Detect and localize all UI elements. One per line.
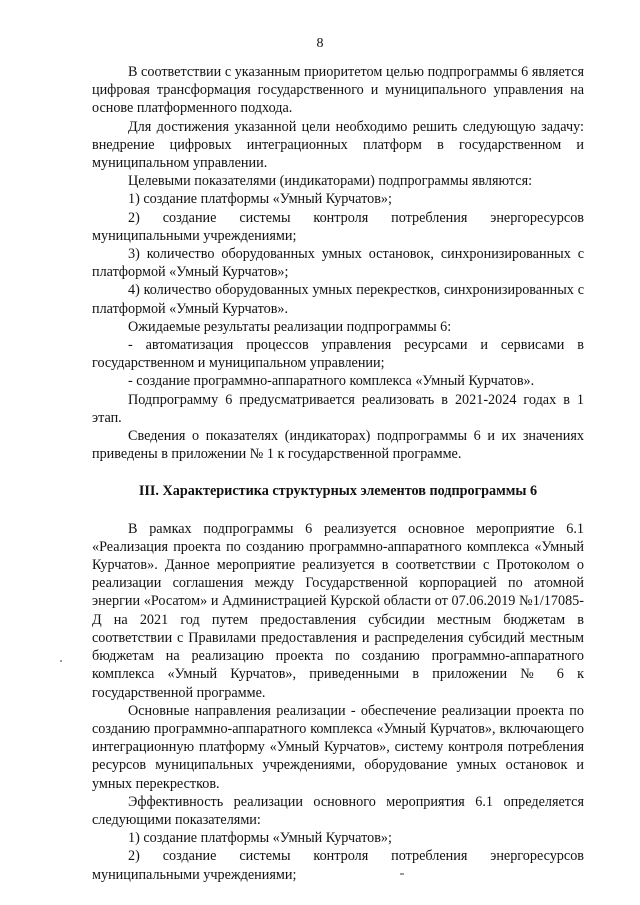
- efficiency-item-1: 1) создание платформы «Умный Курчатов»;: [128, 830, 392, 847]
- section-heading: III. Характеристика структурных элементов подпрограммы 6: [138, 483, 538, 500]
- paragraph-results-intro: Ожидаемые результаты реализации подпрограммы 6:: [128, 318, 452, 335]
- paragraph-main-directions: Основные направления реализации - обеспечение реализации проекта по созданию программно-аппаратного комплекса «Умный Курчатов», включающего интеграционную платформу «Умный Курчатов», систему контроля потребления ресурсов муниципальных учреждениями, оборудование умных остановок и умных перекрестков.: [92, 702, 584, 792]
- scan-artifact: [60, 660, 62, 662]
- paragraph-efficiency-intro: Эффективность реализации основного мероприятия 6.1 определяется следующими показателями:: [92, 793, 584, 828]
- indicator-item-1: 1) создание платформы «Умный Курчатов»;: [128, 191, 392, 208]
- paragraph-goal: В соответствии с указанным приоритетом целью подпрограммы 6 является цифровая трансформация государственного и муниципального управления на основе платформенного подхода.: [92, 64, 584, 117]
- result-item-2: - создание программно-аппаратного комплекса «Умный Курчатов».: [128, 373, 535, 390]
- scan-artifact: [400, 873, 404, 875]
- paragraph-appendix-reference: Сведения о показателях (индикаторах) подпрограммы 6 и их значениях приведены в приложении № 1 к государственной программе.: [92, 428, 584, 463]
- paragraph-main-activity: В рамках подпрограммы 6 реализуется основное мероприятие 6.1 «Реализация проекта по созданию программно-аппаратного комплекса «Умный Курчатов». Данное мероприятие реализуется в соответствии с Протоколом о реализации соглашения между Государственной корпорацией по атомной энергии «Росатом» и Администрацией Курской области от 07.06.2019 №1/17085-Д на 2021 год путем предоставления субсидии местным бюджетам в соответствии с Правилами предоставления и распределения субсидий местным бюджетам на реализацию проекта по созданию программно-аппаратного комплекса «Умный Курчатов», приведенными в приложении № 6 к государственной программе.: [92, 520, 584, 701]
- paragraph-timeline: Подпрограмму 6 предусматривается реализовать в 2021-2024 годах в 1 этап.: [92, 391, 584, 426]
- result-item-1: - автоматизация процессов управления ресурсами и сервисами в государственном и муниципальном управлении;: [92, 337, 584, 372]
- document-body: [92, 63, 584, 884]
- indicator-item-4: 4) количество оборудованных умных перекрестков, синхронизированных с платформой «Умный Курчатов».: [92, 282, 584, 317]
- efficiency-item-2: 2) создание системы контроля потребления энергоресурсов муниципальными учреждениями;: [92, 848, 584, 883]
- page-number: 8: [316, 36, 324, 51]
- paragraph-task: Для достижения указанной цели необходимо решить следующую задачу: внедрение цифровых интеграционных платформ в государственном и муниципальном управлении.: [92, 118, 584, 172]
- indicator-item-2: 2) создание системы контроля потребления энергоресурсов муниципальными учреждениями;: [92, 209, 584, 244]
- indicator-item-3: 3) количество оборудованных умных остановок, синхронизированных с платформой «Умный Курчатов»;: [92, 246, 584, 281]
- paragraph-indicators-intro: Целевыми показателями (индикаторами) подпрограммы являются:: [128, 173, 533, 190]
